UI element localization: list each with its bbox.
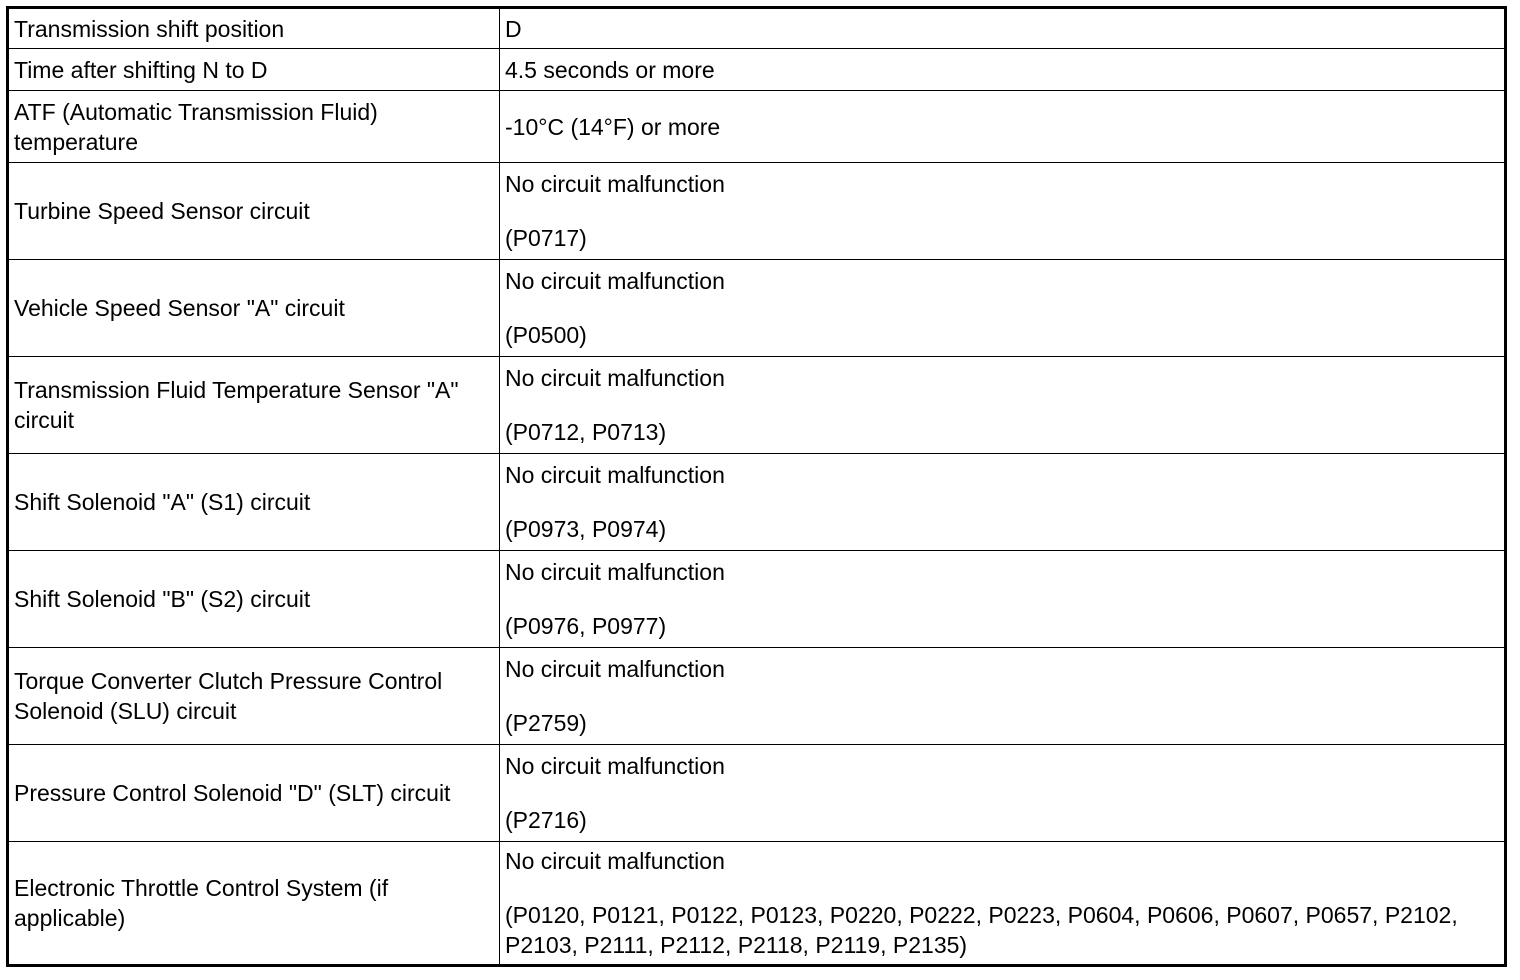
condition-label: Shift Solenoid "A" (S1) circuit <box>8 454 500 551</box>
condition-value: 4.5 seconds or more <box>500 49 1506 91</box>
condition-value: No circuit malfunction <box>505 365 725 391</box>
table-row <box>8 745 1506 842</box>
condition-value: No circuit malfunction <box>505 268 725 294</box>
table-row <box>8 91 1506 163</box>
condition-label: Torque Converter Clutch Pressure Control Solenoid (SLU) circuit <box>8 648 500 745</box>
table-row <box>8 842 1506 966</box>
condition-label: Vehicle Speed Sensor "A" circuit <box>8 260 500 357</box>
condition-value: D <box>500 8 1506 49</box>
dtc-codes: (P0976, P0977) <box>505 613 667 639</box>
condition-value: No circuit malfunction <box>505 171 725 197</box>
table-row <box>8 648 1506 745</box>
condition-label: Pressure Control Solenoid "D" (SLT) circuit <box>8 745 500 842</box>
table-row <box>8 163 1506 260</box>
condition-value-cell <box>500 745 1506 842</box>
condition-value: No circuit malfunction <box>505 462 725 488</box>
condition-value-cell <box>500 454 1506 551</box>
condition-value-cell <box>500 357 1506 454</box>
dtc-codes: (P0973, P0974) <box>505 516 667 542</box>
condition-label: Transmission Fluid Temperature Sensor "A" circuit <box>8 357 500 454</box>
condition-label: ATF (Automatic Transmission Fluid) temperature <box>8 91 500 163</box>
dtc-codes: (P0712, P0713) <box>505 419 667 445</box>
condition-value-cell <box>500 842 1506 966</box>
condition-label: Turbine Speed Sensor circuit <box>8 163 500 260</box>
condition-label: Shift Solenoid "B" (S2) circuit <box>8 551 500 648</box>
dtc-codes: (P0717) <box>505 225 587 251</box>
table-row <box>8 357 1506 454</box>
table-row <box>8 454 1506 551</box>
condition-value: No circuit malfunction <box>505 656 725 682</box>
condition-value-cell <box>500 551 1506 648</box>
dtc-codes: (P0120, P0121, P0122, P0123, P0220, P0222, P0223, P0604, P0606, P0607, P0657, P2102, P2103, P2111, P2112, P2118, P2119, P2135) <box>505 902 1458 958</box>
condition-label: Electronic Throttle Control System (if applicable) <box>8 842 500 966</box>
table-row <box>8 49 1506 91</box>
table-row <box>8 551 1506 648</box>
condition-label: Transmission shift position <box>8 8 500 49</box>
condition-value: No circuit malfunction <box>505 559 725 585</box>
conditions-table <box>6 6 1507 967</box>
condition-value-cell <box>500 648 1506 745</box>
condition-value: -10°C (14°F) or more <box>500 91 1506 163</box>
dtc-codes: (P0500) <box>505 322 587 348</box>
condition-value: No circuit malfunction <box>505 753 725 779</box>
condition-value-cell <box>500 260 1506 357</box>
table-row <box>8 8 1506 49</box>
condition-value: No circuit malfunction <box>505 848 725 874</box>
table-row <box>8 260 1506 357</box>
condition-label: Time after shifting N to D <box>8 49 500 91</box>
dtc-codes: (P2716) <box>505 807 587 833</box>
condition-value-cell <box>500 163 1506 260</box>
dtc-codes: (P2759) <box>505 710 587 736</box>
